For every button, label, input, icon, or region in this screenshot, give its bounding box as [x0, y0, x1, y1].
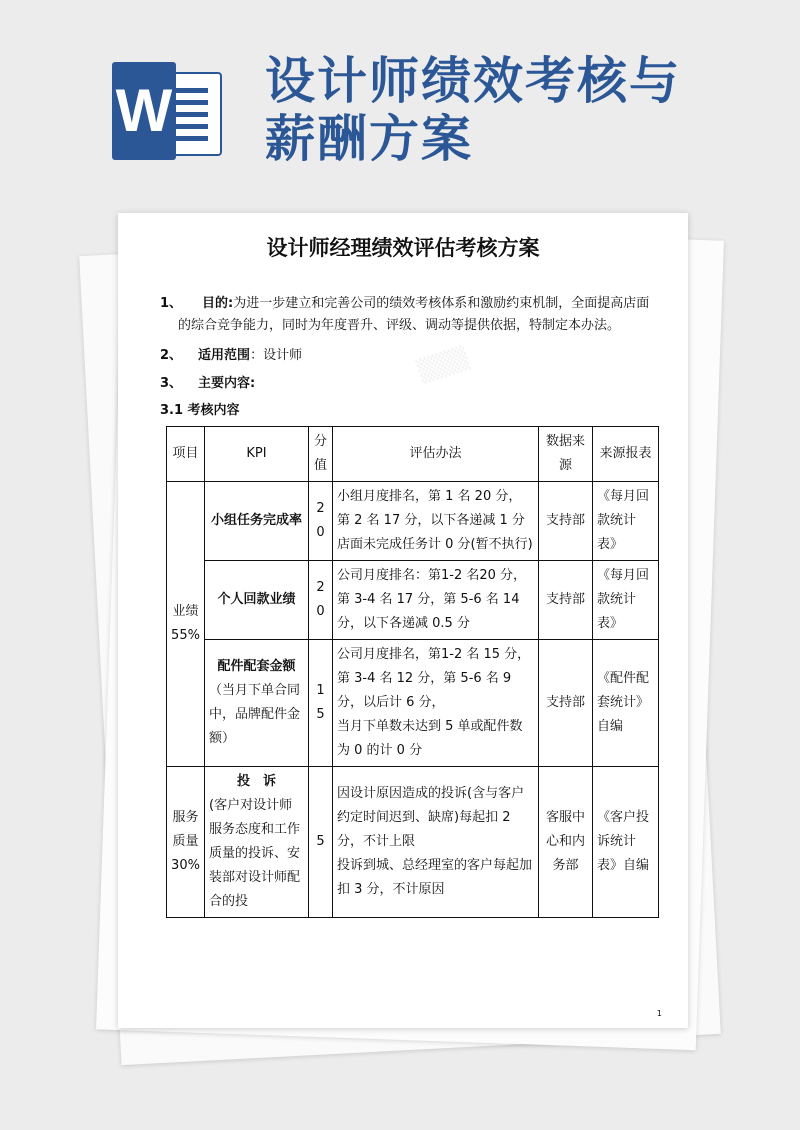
- banner-title-line1: 设计师绩效考核与: [265, 52, 681, 110]
- page-number: 1: [656, 1009, 662, 1018]
- header-item: 项目: [167, 427, 205, 482]
- item-cell: 业绩55%: [167, 482, 205, 767]
- method-cell: 公司月度排名：第1-2 名20 分，第 3-4 名 17 分，第 5-6 名 14 分，以下各递减 0.5 分: [333, 561, 539, 640]
- score-cell: 15: [309, 640, 333, 767]
- dept-cell: 支持部: [539, 640, 593, 767]
- table-row: [167, 561, 659, 640]
- table-row: [167, 767, 659, 918]
- section-1-cont: 的综合竞争能力，同时为年度晋升、评级、调动等提供依据，特制定本办法。: [178, 318, 621, 333]
- word-letter-badge: W: [112, 62, 176, 160]
- score-cell: 20: [309, 561, 333, 640]
- kpi-cell: 小组任务完成率: [205, 482, 309, 561]
- document-page: ▒▒▒ 设计师经理绩效评估考核方案 1、 目的:为进一步建立和完善公司的绩效考核体系和激励约束机制，全面提高店面 的综合竞争能力，同时为年度晋升、评级、调动等提供依据，特制定本办法。 2、 适用范围：设计师 3、 主要内容: 3.1 考核内容 项目 KPI 分值 评估办法 数据来源 来源报表 业绩55% 小组任务完成率 20 小组月度排名，第 1 名 20 分，第 2 名 17 分，以下各递减 1 分 店面未完成任务计 0 分(暂不执行) 支持部 《每月回款统计表》 个人回款业绩 20 公司月度排名：第1-2 名20 分，第 3-4 名 17 分，第 5-6 名 14 分，以下各递减 0.5 分 支持部 《每月回款统计表》 配件配套金额 （当月下单合同中，品牌配件金额） 15 公司月度排名，第1-2 名 15 分，第 3-4 名 12 分，第 5-6 名 9 分，以后计 6 分， 当月下单数未达到 5 单或配件数为 0 的计 0 分 支持部 《配件配套统计》自编 服务质量30% 投 诉 (客户对设计师服务态度和工作质量的投诉、安装部对设计师配合的投 5 因设计原因造成的投诉(含与客户约定时间迟到、缺席)每起扣 2 分，不计上限 投诉到城、总经理室的客户每起加扣 3 分，不计原因 客服中心和内务部 《客户投诉统计表》自编 1: [118, 213, 688, 1028]
- section-3-1-heading: 3.1 考核内容: [160, 403, 240, 418]
- dept-cell: 客服中心和内务部: [539, 767, 593, 918]
- kpi-cell: 个人回款业绩: [205, 561, 309, 640]
- banner-title: [265, 52, 785, 168]
- header-method: 评估办法: [333, 427, 539, 482]
- header-score: 分值: [309, 427, 333, 482]
- item-cell: 服务质量30%: [167, 767, 205, 918]
- method-cell: 因设计原因造成的投诉(含与客户约定时间迟到、缺席)每起扣 2 分，不计上限 投诉到城、总经理室的客户每起加扣 3 分，不计原因: [333, 767, 539, 918]
- banner: [0, 0, 800, 200]
- header-source-dept: 数据来源: [539, 427, 593, 482]
- report-cell: 《每月回款统计表》: [593, 482, 659, 561]
- score-cell: 5: [309, 767, 333, 918]
- method-cell: 小组月度排名，第 1 名 20 分，第 2 名 17 分，以下各递减 1 分 店面未完成任务计 0 分(暂不执行): [333, 482, 539, 561]
- section-1: 1、 目的:为进一步建立和完善公司的绩效考核体系和激励约束机制，全面提高店面: [160, 296, 650, 311]
- report-cell: 《客户投诉统计表》自编: [593, 767, 659, 918]
- header-report: 来源报表: [593, 427, 659, 482]
- method-cell: 公司月度排名，第1-2 名 15 分，第 3-4 名 12 分，第 5-6 名 9 分，以后计 6 分， 当月下单数未达到 5 单或配件数为 0 的计 0 分: [333, 640, 539, 767]
- table-header-row: [167, 427, 659, 482]
- kpi-cell: 配件配套金额 （当月下单合同中，品牌配件金额）: [205, 640, 309, 767]
- dept-cell: 支持部: [539, 561, 593, 640]
- table-row: [167, 482, 659, 561]
- report-cell: 《每月回款统计表》: [593, 561, 659, 640]
- section-2: 2、 适用范围：设计师: [160, 348, 303, 363]
- section-3: 3、 主要内容:: [160, 376, 256, 391]
- dept-cell: 支持部: [539, 482, 593, 561]
- kpi-cell: 投 诉 (客户对设计师服务态度和工作质量的投诉、安装部对设计师配合的投: [205, 767, 309, 918]
- header-kpi: KPI: [205, 427, 309, 482]
- kpi-table: [166, 426, 659, 918]
- report-cell: 《配件配套统计》自编: [593, 640, 659, 767]
- table-row: [167, 640, 659, 767]
- banner-title-line2: 薪酬方案: [265, 110, 473, 168]
- score-cell: 20: [309, 482, 333, 561]
- document-title: 设计师经理绩效评估考核方案: [266, 236, 540, 260]
- word-document-icon: [112, 62, 220, 160]
